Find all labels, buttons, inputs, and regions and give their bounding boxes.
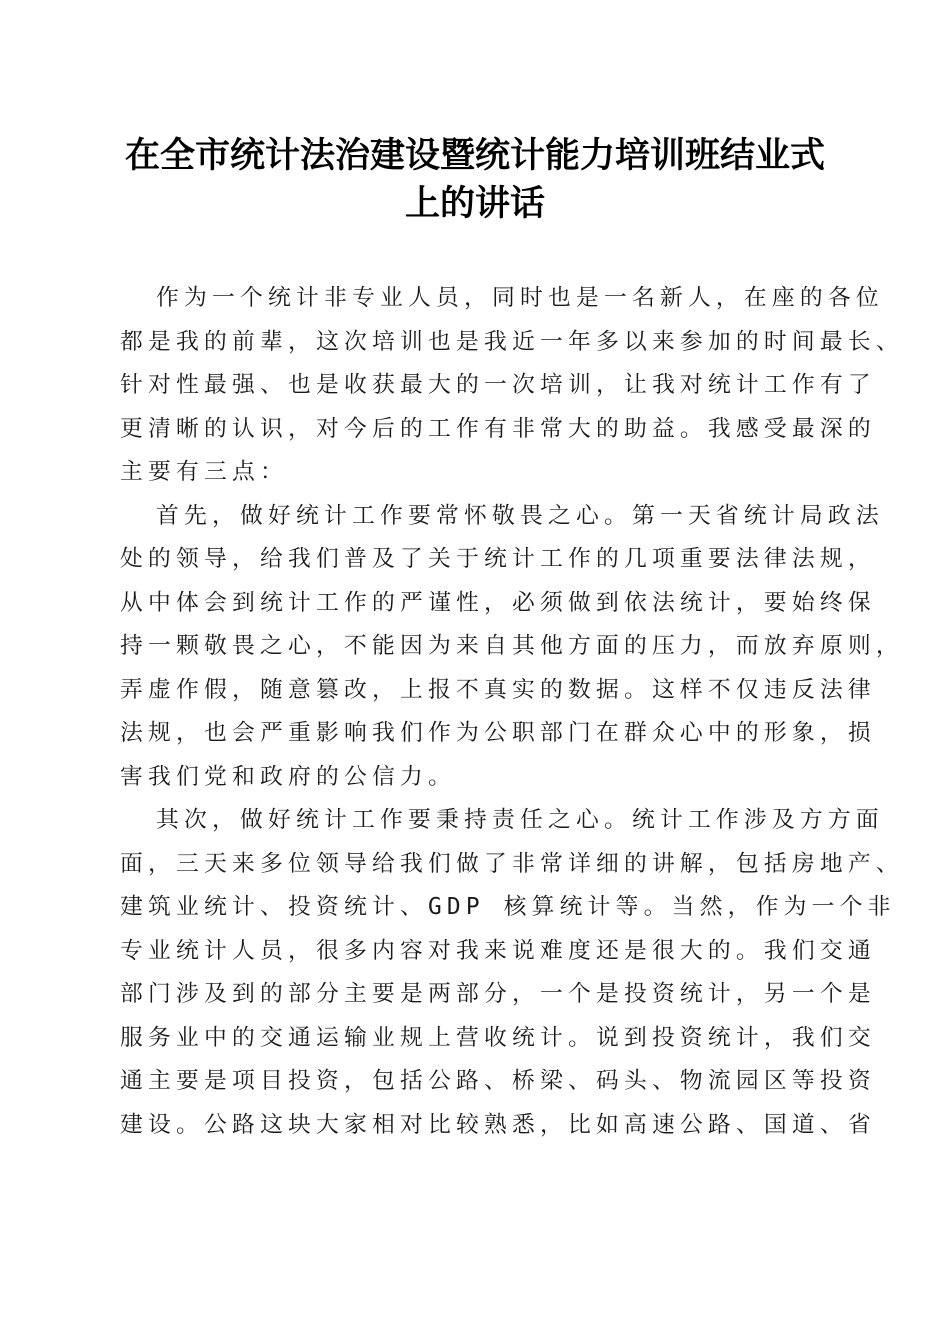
paragraph-line: 处的领导，给我们普及了关于统计工作的几项重要法律法规， <box>120 546 876 572</box>
paragraph-line: 面，三天来多位领导给我们做了非常详细的讲解，包括房地产、 <box>120 850 904 877</box>
paragraph-line: 都是我的前辈，这次培训也是我近一年多以来参加的时间最长、 <box>120 328 904 355</box>
paragraph-line: 首先，做好统计工作要常怀敬畏之心。第一天省统计局政法 <box>156 502 884 529</box>
document-body <box>120 277 904 1147</box>
paragraph-line: 更清晰的认识，对今后的工作有非常大的助益。我感受最深的 <box>120 415 876 442</box>
paragraph-line: 害我们党和政府的公信力。 <box>120 763 456 790</box>
paragraph-line: 主要有三点： <box>120 459 288 485</box>
paragraph-3 <box>120 799 904 1147</box>
paragraph-line: 通主要是项目投资，包括公路、桥梁、码头、物流园区等投资 <box>120 1068 876 1094</box>
paragraph-line: 建筑业统计、投资统计、GDP 核算统计等。当然，作为一个非 <box>120 894 896 920</box>
paragraph-line: 建设。公路这块大家相对比较熟悉，比如高速公路、国道、省 <box>120 1111 876 1138</box>
paragraph-1 <box>120 277 904 495</box>
paragraph-line: 针对性最强、也是收获最大的一次培训，让我对统计工作有了 <box>120 372 876 398</box>
paragraph-line: 部门涉及到的部分主要是两部分，一个是投资统计，另一个是 <box>120 981 876 1007</box>
paragraph-line: 弄虚作假，随意篡改，上报不真实的数据。这样不仅违反法律 <box>120 676 876 703</box>
paragraph-line: 持一颗敬畏之心，不能因为来自其他方面的压力，而放弃原则， <box>120 633 904 659</box>
paragraph-line: 法规，也会严重影响我们作为公职部门在群众心中的形象，损 <box>120 720 876 746</box>
paragraph-line: 从中体会到统计工作的严谨性，必须做到依法统计，要始终保 <box>120 589 876 616</box>
document-title <box>100 132 850 228</box>
paragraph-line: 其次，做好统计工作要秉持责任之心。统计工作涉及方方面 <box>156 807 884 833</box>
paragraph-line: 作为一个统计非专业人员，同时也是一名新人，在座的各位 <box>156 285 884 311</box>
title-line-2: 上的讲话 <box>404 183 545 224</box>
paragraph-2 <box>120 495 904 800</box>
paragraph-line: 服务业中的交通运输业规上营收统计。说到投资统计，我们交 <box>120 1024 876 1051</box>
paragraph-line: 专业统计人员，很多内容对我来说难度还是很大的。我们交通 <box>120 937 876 964</box>
title-line-1: 在全市统计法治建设暨统计能力培训班结业式 <box>124 135 825 176</box>
